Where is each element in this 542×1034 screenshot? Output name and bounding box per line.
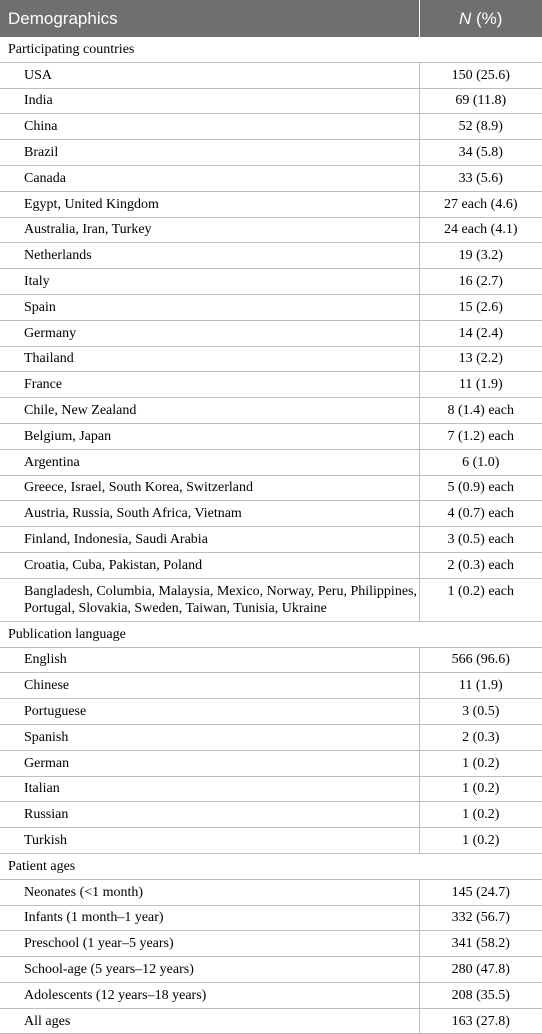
row-label: Spain bbox=[0, 294, 419, 320]
table-row bbox=[0, 982, 542, 1008]
row-value: 280 (47.8) bbox=[419, 957, 542, 983]
section-heading: Participating countries bbox=[0, 37, 542, 62]
table-row bbox=[0, 776, 542, 802]
table-row bbox=[0, 905, 542, 931]
row-value: 332 (56.7) bbox=[419, 905, 542, 931]
table-row bbox=[0, 879, 542, 905]
section-row-participating-countries bbox=[0, 37, 542, 62]
row-label: Croatia, Cuba, Pakistan, Poland bbox=[0, 552, 419, 578]
table-row bbox=[0, 475, 542, 501]
row-label: Egypt, United Kingdom bbox=[0, 191, 419, 217]
row-value: 8 (1.4) each bbox=[419, 398, 542, 424]
row-label: All ages bbox=[0, 1008, 419, 1034]
row-value: 5 (0.9) each bbox=[419, 475, 542, 501]
table-row bbox=[0, 578, 542, 621]
row-label: Finland, Indonesia, Saudi Arabia bbox=[0, 527, 419, 553]
header-n-symbol: N bbox=[459, 8, 472, 28]
row-value: 34 (5.8) bbox=[419, 140, 542, 166]
row-value: 27 each (4.6) bbox=[419, 191, 542, 217]
table-row bbox=[0, 1008, 542, 1034]
section-heading: Patient ages bbox=[0, 853, 542, 879]
table-row bbox=[0, 724, 542, 750]
section-heading: Publication language bbox=[0, 621, 542, 647]
row-label: Thailand bbox=[0, 346, 419, 372]
row-value: 6 (1.0) bbox=[419, 449, 542, 475]
table-row bbox=[0, 449, 542, 475]
table-row bbox=[0, 269, 542, 295]
row-value: 1 (0.2) bbox=[419, 802, 542, 828]
row-label: Austria, Russia, South Africa, Vietnam bbox=[0, 501, 419, 527]
row-value: 24 each (4.1) bbox=[419, 217, 542, 243]
table-row bbox=[0, 552, 542, 578]
row-value: 16 (2.7) bbox=[419, 269, 542, 295]
table-row bbox=[0, 88, 542, 114]
row-label: Germany bbox=[0, 320, 419, 346]
row-value: 33 (5.6) bbox=[419, 165, 542, 191]
row-label: Infants (1 month–1 year) bbox=[0, 905, 419, 931]
table-row bbox=[0, 802, 542, 828]
row-value: 566 (96.6) bbox=[419, 647, 542, 673]
row-value: 1 (0.2) bbox=[419, 828, 542, 854]
row-label: Argentina bbox=[0, 449, 419, 475]
section-row-publication-language bbox=[0, 621, 542, 647]
row-label: China bbox=[0, 114, 419, 140]
row-value: 19 (3.2) bbox=[419, 243, 542, 269]
table-row bbox=[0, 320, 542, 346]
row-value: 69 (11.8) bbox=[419, 88, 542, 114]
table-row bbox=[0, 346, 542, 372]
row-value: 14 (2.4) bbox=[419, 320, 542, 346]
row-label: USA bbox=[0, 62, 419, 88]
table-body bbox=[0, 37, 542, 1034]
row-label: Adolescents (12 years–18 years) bbox=[0, 982, 419, 1008]
table-row bbox=[0, 750, 542, 776]
row-label: Belgium, Japan bbox=[0, 423, 419, 449]
row-label: Spanish bbox=[0, 724, 419, 750]
row-value: 145 (24.7) bbox=[419, 879, 542, 905]
row-label: Neonates (<1 month) bbox=[0, 879, 419, 905]
row-value: 13 (2.2) bbox=[419, 346, 542, 372]
row-value: 341 (58.2) bbox=[419, 931, 542, 957]
row-label: Italian bbox=[0, 776, 419, 802]
header-n-percent bbox=[419, 0, 542, 37]
table-row bbox=[0, 673, 542, 699]
table-row bbox=[0, 140, 542, 166]
table-row bbox=[0, 165, 542, 191]
table-header bbox=[0, 0, 542, 37]
row-label: Turkish bbox=[0, 828, 419, 854]
row-label: Netherlands bbox=[0, 243, 419, 269]
row-label: School-age (5 years–12 years) bbox=[0, 957, 419, 983]
row-value: 150 (25.6) bbox=[419, 62, 542, 88]
row-label: Preschool (1 year–5 years) bbox=[0, 931, 419, 957]
row-label: Chile, New Zealand bbox=[0, 398, 419, 424]
row-value: 1 (0.2) bbox=[419, 750, 542, 776]
table-row bbox=[0, 217, 542, 243]
row-value: 11 (1.9) bbox=[419, 673, 542, 699]
row-label: English bbox=[0, 647, 419, 673]
table-row bbox=[0, 527, 542, 553]
row-label: Australia, Iran, Turkey bbox=[0, 217, 419, 243]
row-label: Canada bbox=[0, 165, 419, 191]
row-label: Italy bbox=[0, 269, 419, 295]
row-label: Bangladesh, Columbia, Malaysia, Mexico, Norway, Peru, Philippines, Portugal, Slovakia, Sweden, Taiwan, Tunisia, Ukraine bbox=[0, 578, 419, 621]
row-label: German bbox=[0, 750, 419, 776]
header-demographics: Demographics bbox=[0, 0, 419, 37]
row-value: 3 (0.5) each bbox=[419, 527, 542, 553]
row-label: Russian bbox=[0, 802, 419, 828]
row-value: 7 (1.2) each bbox=[419, 423, 542, 449]
table-row bbox=[0, 243, 542, 269]
row-value: 2 (0.3) each bbox=[419, 552, 542, 578]
table-row bbox=[0, 398, 542, 424]
row-value: 11 (1.9) bbox=[419, 372, 542, 398]
row-value: 1 (0.2) each bbox=[419, 578, 542, 621]
table-row bbox=[0, 699, 542, 725]
table-row bbox=[0, 423, 542, 449]
row-label: Portuguese bbox=[0, 699, 419, 725]
table-row bbox=[0, 372, 542, 398]
row-label: India bbox=[0, 88, 419, 114]
row-value: 2 (0.3) bbox=[419, 724, 542, 750]
row-label: Brazil bbox=[0, 140, 419, 166]
row-label: France bbox=[0, 372, 419, 398]
row-value: 15 (2.6) bbox=[419, 294, 542, 320]
table-row bbox=[0, 191, 542, 217]
header-percent-label: (%) bbox=[471, 8, 503, 28]
table-row bbox=[0, 501, 542, 527]
row-value: 163 (27.8) bbox=[419, 1008, 542, 1034]
table-row bbox=[0, 647, 542, 673]
section-row-patient-ages bbox=[0, 853, 542, 879]
row-value: 3 (0.5) bbox=[419, 699, 542, 725]
table-row bbox=[0, 931, 542, 957]
table-row bbox=[0, 957, 542, 983]
table-row bbox=[0, 294, 542, 320]
row-label: Greece, Israel, South Korea, Switzerland bbox=[0, 475, 419, 501]
table-row bbox=[0, 62, 542, 88]
row-value: 4 (0.7) each bbox=[419, 501, 542, 527]
header-row bbox=[0, 0, 542, 37]
row-value: 1 (0.2) bbox=[419, 776, 542, 802]
row-value: 208 (35.5) bbox=[419, 982, 542, 1008]
table-row bbox=[0, 114, 542, 140]
row-label: Chinese bbox=[0, 673, 419, 699]
row-value: 52 (8.9) bbox=[419, 114, 542, 140]
table-row bbox=[0, 828, 542, 854]
